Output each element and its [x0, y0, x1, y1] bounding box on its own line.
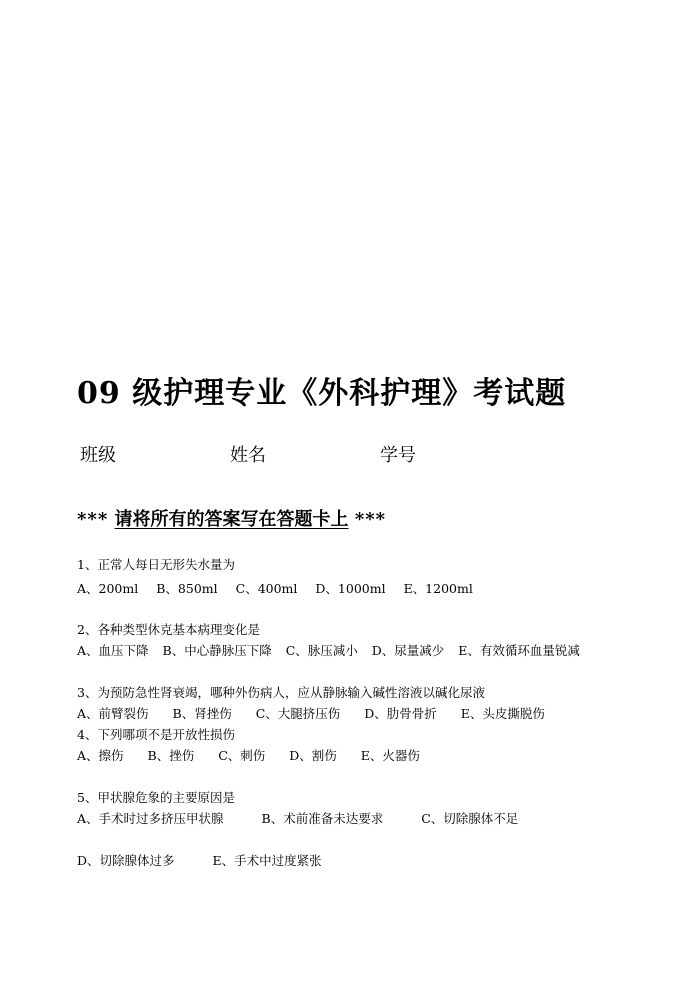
- option-e: E、有效循环血量锐减: [458, 643, 580, 658]
- option-e: E、火器伤: [360, 748, 420, 763]
- option-a: A、手术时过多挤压甲状腺: [77, 811, 224, 826]
- question-4-stem: 4、下列哪项不是开放性损伤: [77, 727, 235, 742]
- option-a: A、擦伤: [77, 748, 124, 763]
- question-5-stem: 5、甲状腺危象的主要原因是: [77, 790, 235, 805]
- option-e: E、1200ml: [403, 581, 473, 596]
- option-b: B、挫伤: [147, 748, 195, 763]
- question-3-options: [77, 706, 565, 722]
- option-d: D、肋骨骨折: [364, 706, 437, 721]
- notice-prefix-stars: ***: [77, 509, 109, 530]
- student-info-row: [80, 441, 500, 465]
- option-b: B、肾挫伤: [172, 706, 232, 721]
- notice-text: 请将所有的答案写在答题卡上: [114, 509, 349, 530]
- exam-title: 09 级护理专业《外科护理》考试题: [77, 376, 567, 411]
- option-d: D、割伤: [289, 748, 337, 763]
- answer-card-notice: [77, 505, 386, 531]
- option-e: E、手术中过度紧张: [212, 853, 322, 868]
- question-2-stem: 2、各种类型休克基本病理变化是: [77, 622, 260, 637]
- option-e: E、头皮撕脱伤: [460, 706, 545, 721]
- question-4-options: [77, 748, 440, 764]
- option-c: C、大腿挤压伤: [255, 706, 341, 721]
- question-5-options-row-2: [77, 853, 336, 869]
- class-label: 班级: [80, 445, 116, 466]
- option-d: D、尿量减少: [371, 643, 445, 658]
- question-1-stem: 1、正常人每日无形失水量为: [77, 557, 235, 572]
- question-2-options: [77, 643, 580, 659]
- option-a: A、血压下降: [77, 643, 149, 658]
- option-c: C、刺伤: [218, 748, 266, 763]
- option-d: D、切除腺体过多: [77, 853, 175, 868]
- notice-suffix-stars: ***: [354, 509, 387, 530]
- option-c: C、切除腺体不足: [421, 811, 519, 826]
- option-b: B、术前准备未达要求: [261, 811, 384, 826]
- option-b: B、850ml: [156, 581, 218, 596]
- option-c: C、脉压减小: [285, 643, 358, 658]
- option-d: D、1000ml: [315, 581, 386, 596]
- option-a: A、200ml: [77, 581, 139, 596]
- student-id-label: 学号: [380, 445, 416, 466]
- question-1-options: [77, 581, 487, 597]
- question-5-options-row-1: [77, 811, 532, 827]
- option-b: B、中心静脉压下降: [162, 643, 272, 658]
- option-a: A、前臂裂伤: [77, 706, 149, 721]
- option-c: C、400ml: [235, 581, 298, 596]
- question-3-stem: 3、为预防急性肾衰竭，哪种外伤病人，应从静脉输入碱性溶液以碱化尿液: [77, 685, 485, 700]
- name-label: 姓名: [230, 445, 266, 466]
